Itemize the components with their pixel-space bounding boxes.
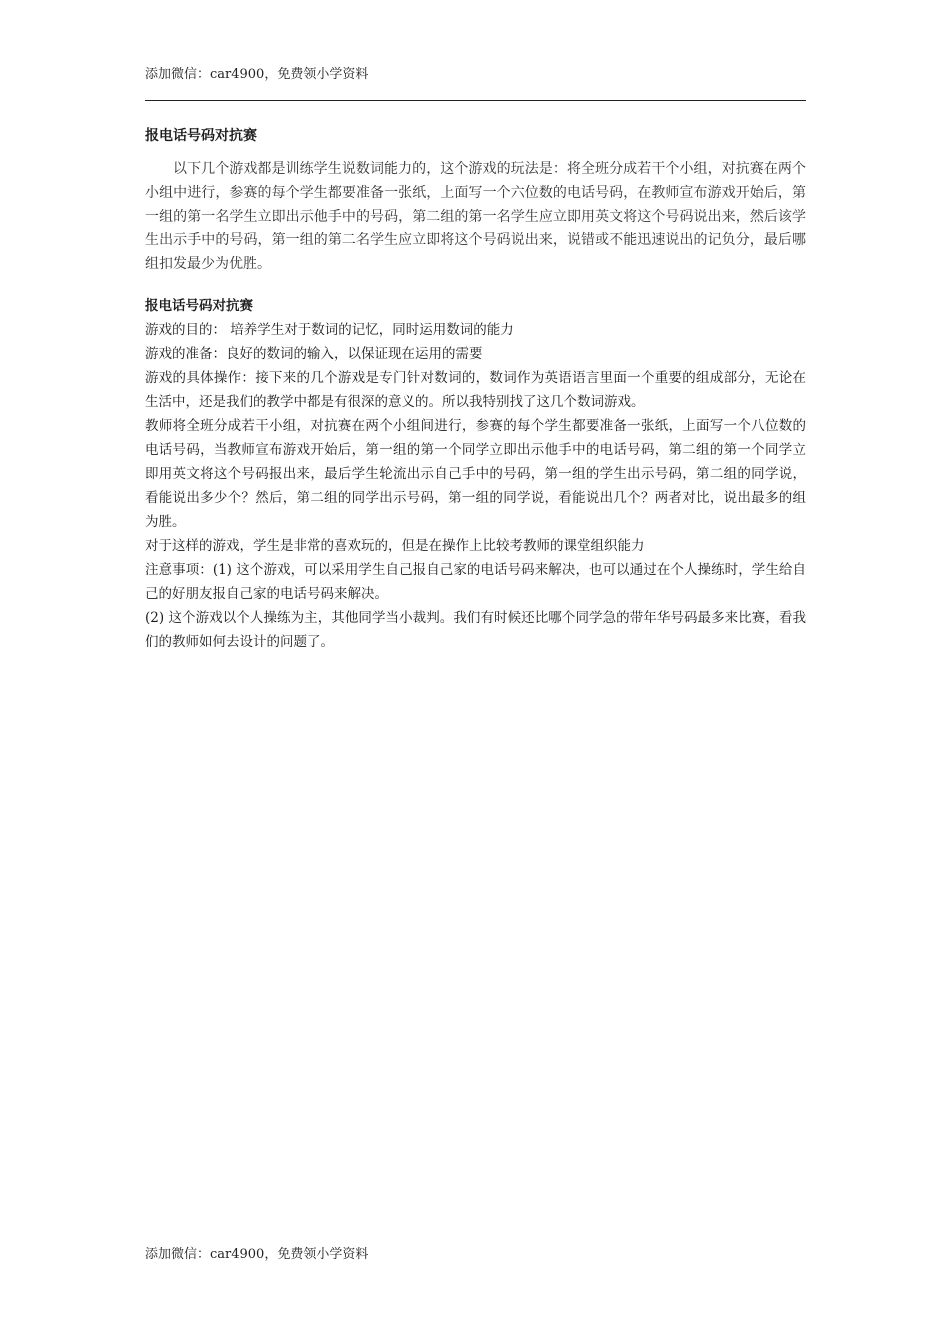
game-details-section (145, 294, 806, 654)
intro-paragraph: 以下几个游戏都是训练学生说数词能力的，这个游戏的玩法是：将全班分成若干个小组，对抗赛在两个小组中进行，参赛的每个学生都要准备一张纸，上面写一个六位数的电话号码，在教师宣布游戏开始后，第一组的第一名学生立即出示他手中的号码，第二组的第一名学生应立即用英文将这个号码说出来，然后该学生出示手中的号码，第一组的第二名学生应立即将这个号码说出来，说错或不能迅速说出的记负分，最后哪组扣发最少为优胜。 (145, 161, 806, 273)
page-footer-text: 添加微信：car4900，免费领小学资料 (145, 1247, 369, 1262)
game-procedure: 教师将全班分成若干小组，对抗赛在两个小组间进行，参赛的每个学生都要准备一张纸，上面写一个八位数的电话号码，当教师宣布游戏开始后，第一组的第一个同学立即出示他手中的电话号码，第二组的第一个同学立即用英文将这个号码报出来，最后学生轮流出示自己手中的号码，第一组的学生出示号码，第二组的同学说，看能说出多少个？然后，第二组的同学出示号码，第一组的同学说，看能说出几个？两者对比，说出最多的组为胜。 (145, 417, 806, 530)
document-body (145, 124, 806, 654)
game-details-title: 报电话号码对抗赛 (145, 297, 253, 314)
game-notes: 注意事项：(1) 这个游戏，可以采用学生自己报自己家的电话号码来解决，也可以通过在个人操练时，学生给自己的好朋友报自己家的电话号码来解决。 (145, 561, 806, 602)
page-header-text: 添加微信：car4900，免费领小学资料 (145, 67, 369, 82)
header-divider (145, 100, 806, 101)
game-note-2: (2) 这个游戏以个人操练为主，其他同学当小裁判。我们有时候还比哪个同学急的带年华号码最多来比赛，看我们的教师如何去设计的问题了。 (145, 609, 806, 650)
game-purpose: 游戏的目的： 培养学生对于数词的记忆，同时运用数词的能力 (145, 321, 514, 338)
game-comment: 对于这样的游戏，学生是非常的喜欢玩的，但是在操作上比较考教师的课堂组织能力 (145, 537, 645, 554)
game-operation: 游戏的具体操作：接下来的几个游戏是专门针对数词的，数词作为英语语言里面一个重要的组成部分，无论在生活中，还是我们的教学中都是有很深的意义的。所以我特别找了这几个数词游戏。 (145, 369, 806, 410)
game-preparation: 游戏的准备：良好的数词的输入，以保证现在运用的需要 (145, 345, 483, 362)
section-title: 报电话号码对抗赛 (145, 128, 257, 144)
